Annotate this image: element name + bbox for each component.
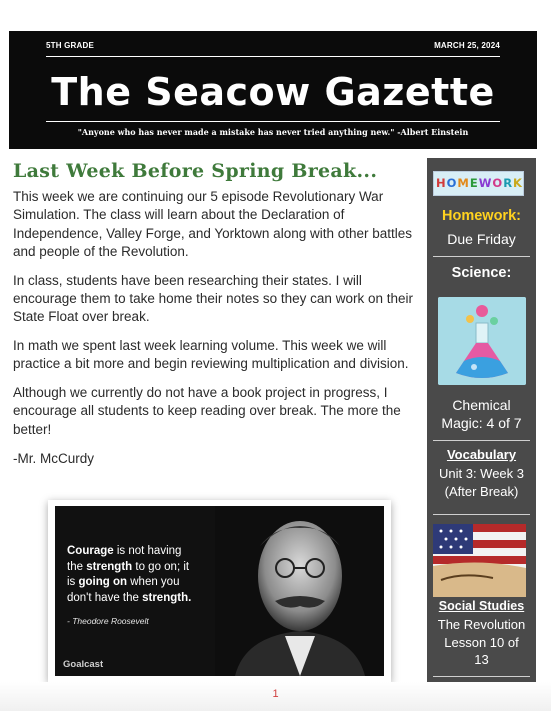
- photo-attribution: - Theodore Roosevelt: [67, 616, 149, 626]
- article-headline: Last Week Before Spring Break...: [13, 160, 378, 182]
- masthead: [9, 31, 537, 149]
- article-paragraph: In class, students have been researching their states. I will encourage them to take home their notes so they can work on their State Float over break.: [13, 272, 413, 325]
- quote-photo: [55, 506, 384, 676]
- constitution-flag-image: [433, 524, 526, 597]
- photo-quote-text: Courage is not having the strength to go on; it is going on when you don't have the strength.: [67, 545, 192, 604]
- article-signature: -Mr. McCurdy: [13, 450, 94, 466]
- science-text: Chemical Magic: 4 of 7: [441, 397, 522, 431]
- homework-banner-image: HOMEWORK: [433, 171, 524, 196]
- vocabulary-title: Vocabulary: [446, 447, 517, 462]
- newsletter-title: The Seacow Gazette: [51, 70, 495, 114]
- roosevelt-portrait-image: [215, 506, 384, 676]
- masthead-quote: "Anyone who has never made a mistake has never tried anything new." -Albert Einstein: [77, 127, 469, 137]
- article-body: [13, 188, 413, 478]
- homework-text: Due Friday: [447, 231, 516, 247]
- science-title: Science:: [451, 265, 512, 281]
- sidebar-divider: [433, 676, 530, 677]
- social-studies-title: Social Studies: [438, 599, 525, 613]
- sidebar-divider: [433, 514, 530, 515]
- issue-date: MARCH 25, 2024: [434, 41, 500, 50]
- sidebar: [427, 158, 536, 688]
- masthead-divider: [46, 121, 500, 122]
- page-number: 1: [272, 688, 279, 700]
- chemistry-flask-image: [438, 297, 526, 385]
- article-paragraph: Although we currently do not have a book project in progress, I encourage all students to keep reading over break. The more the better!: [13, 385, 401, 437]
- article-paragraph: In math we spent last week learning volume. This week we will practice a bit more and begin reviewing multiplication and division.: [13, 338, 409, 372]
- sidebar-divider: [433, 440, 530, 441]
- sidebar-divider: [433, 256, 530, 257]
- social-studies-text: The Revolution Lesson 10 of 13: [437, 617, 526, 667]
- quote-photo-frame: [48, 500, 391, 682]
- photo-brand: Goalcast: [63, 659, 104, 670]
- grade-label: 5TH GRADE: [46, 41, 95, 50]
- masthead-divider: [46, 56, 500, 57]
- vocabulary-text: Unit 3: Week 3 (After Break): [438, 466, 525, 499]
- homework-title: Homework:: [442, 208, 521, 224]
- article-paragraph: This week we are continuing our 5 episode Revolutionary War Simulation. The class will learn about the Declaration of Independence, Valley Forge, and Yorktown along with other battles and people of the Revolution.: [13, 189, 413, 259]
